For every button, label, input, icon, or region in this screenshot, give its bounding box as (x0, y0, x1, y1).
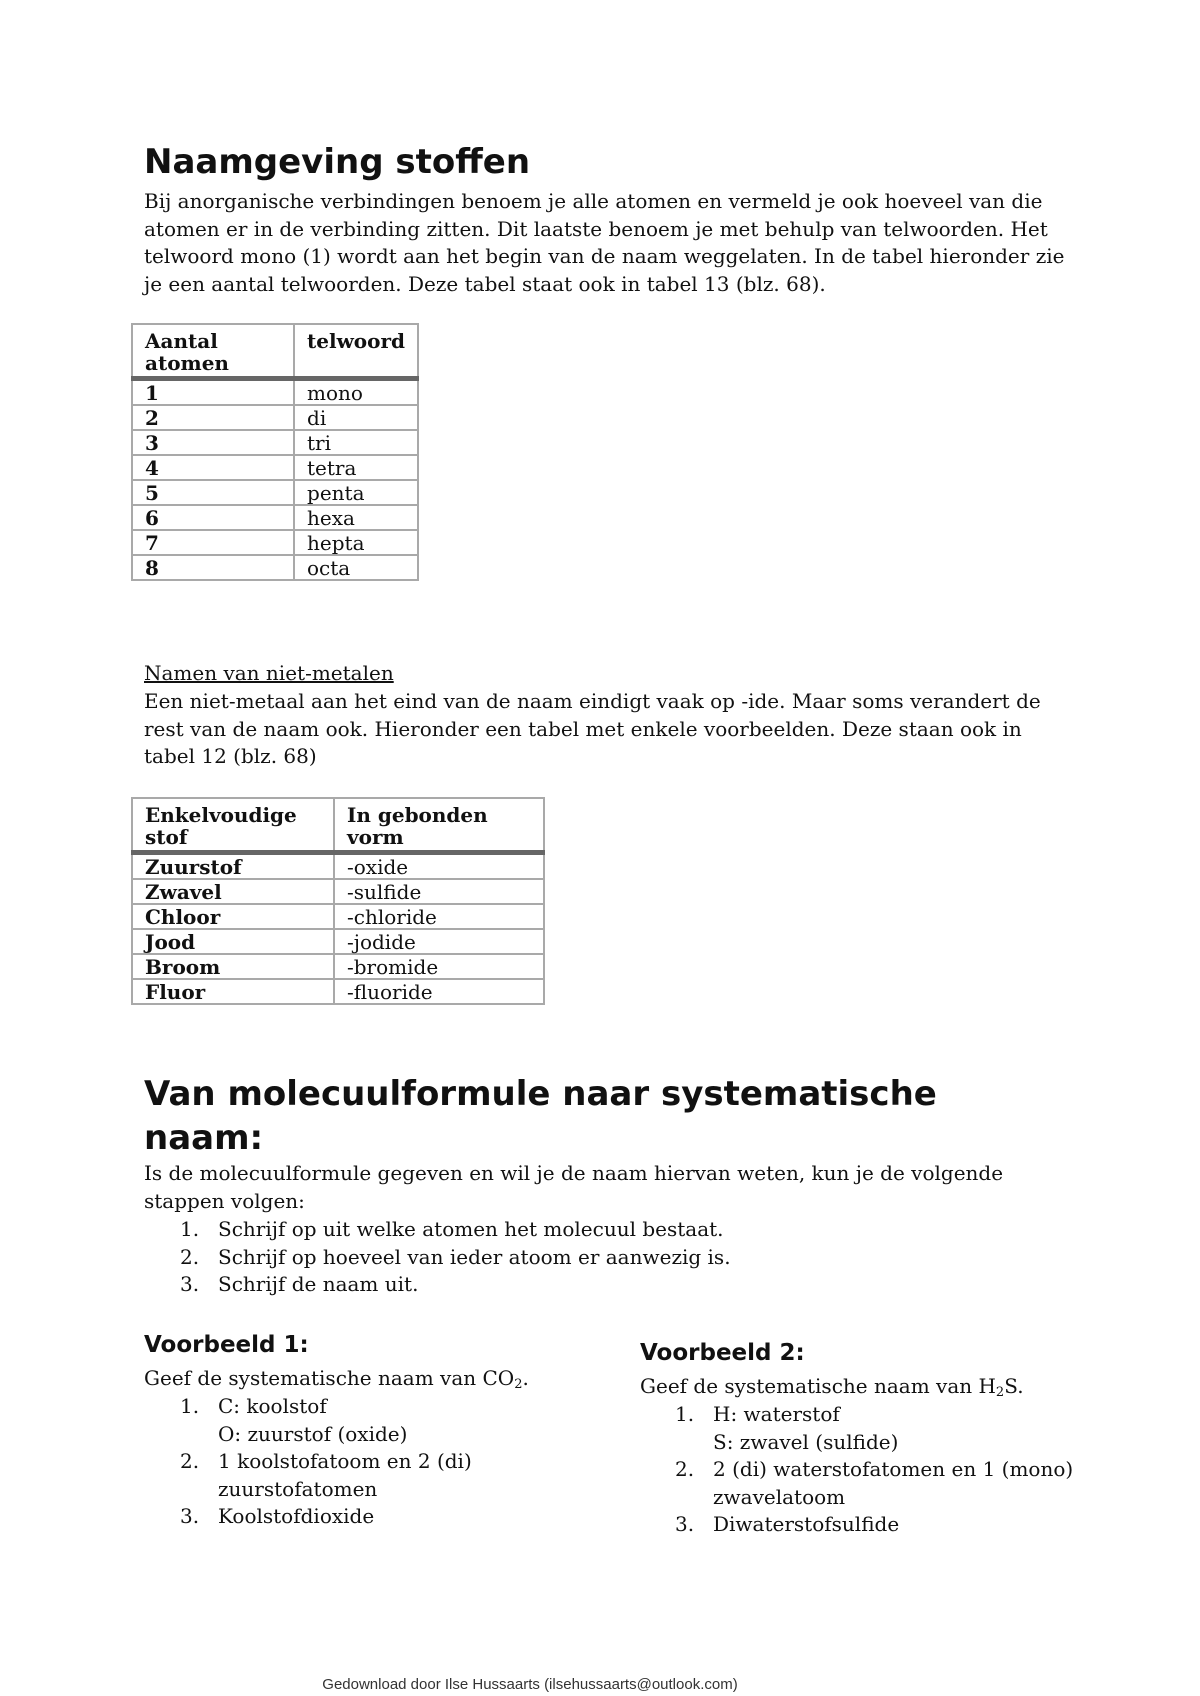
cell-word: penta (294, 480, 418, 505)
list-item: 3. Schrijf de naam uit. (180, 1272, 419, 1296)
cell-number: 5 (132, 480, 294, 505)
table-row (132, 480, 418, 505)
cell-suffix: -bromide (334, 954, 544, 979)
steps-list (180, 1216, 1060, 1299)
example-1-question: Geef de systematische naam van $CO_2$. (144, 1366, 529, 1392)
example-2-question: Geef de systematische naam van $H_2S$. (640, 1374, 1024, 1400)
table-row (132, 929, 544, 954)
example-2-title: Voorbeeld 2: (640, 1340, 805, 1366)
list-item: 3. Diwaterstofsulfide (675, 1512, 900, 1536)
cell-number: 8 (132, 555, 294, 580)
header-gebonden-vorm: In gebonden vorm (334, 798, 544, 853)
cell-word: tri (294, 430, 418, 455)
list-item: 1. C: koolstof O: zuurstof (oxide) (180, 1394, 408, 1446)
molecuulformule-intro: Is de molecuulformule gegeven en wil je de naam hiervan weten, kun je de volgende stappen volgen: (144, 1161, 1004, 1213)
table-row (132, 904, 544, 929)
cell-element: Zuurstof (132, 853, 334, 880)
table-row (132, 555, 418, 580)
heading-naamgeving: Naamgeving stoffen (144, 142, 531, 182)
cell-element: Chloor (132, 904, 334, 929)
header-aantal-atomen: Aantal atomen (132, 324, 294, 379)
intro-paragraph: Bij anorganische verbindingen benoem je alle atomen en vermeld je ook hoeveel van die atomen er in de verbinding zitten. Dit laatste benoem je met behulp van telwoorden. Het telwoord mono (1) wordt aan het begin van de naam weggelaten. In de tabel hieronder zie je een aantal telwoorden. Deze tabel staat ook in tabel 13 (blz. 68). (144, 189, 1065, 296)
cell-number: 6 (132, 505, 294, 530)
table-row (132, 853, 544, 880)
table-row (132, 430, 418, 455)
cell-word: octa (294, 555, 418, 580)
niet-metalen-table (131, 797, 545, 1005)
cell-element: Jood (132, 929, 334, 954)
cell-word: di (294, 405, 418, 430)
cell-number: 3 (132, 430, 294, 455)
niet-metalen-paragraph: Een niet-metaal aan het eind van de naam eindigt vaak op -ide. Maar soms verandert de rest van de naam ook. Hieronder een tabel met enkele voorbeelden. Deze staan ook in tabel 12 (blz. 68) (144, 689, 1041, 768)
cell-suffix: -fluoride (334, 979, 544, 1004)
list-item: 2. Schrijf op hoeveel van ieder atoom er aanwezig is. (180, 1244, 731, 1269)
example-1-steps (180, 1393, 510, 1531)
header-telwoord: telwoord (294, 324, 418, 379)
table-row (132, 954, 544, 979)
cell-number: 7 (132, 530, 294, 555)
heading-molecuulformule: Van molecuulformule naar systematische naam: (144, 1074, 937, 1158)
table-row (132, 455, 418, 480)
cell-word: tetra (294, 455, 418, 480)
example-2-steps (675, 1401, 1095, 1539)
cell-element: Broom (132, 954, 334, 979)
list-item: 2. 2 (di) waterstofatomen en 1 (mono) zwavelatoom (675, 1457, 1074, 1509)
cell-suffix: -sulfide (334, 879, 544, 904)
example-1-title: Voorbeeld 1: (144, 1332, 309, 1358)
telwoorden-table (131, 323, 419, 581)
table-row (132, 405, 418, 430)
list-item: 3. Koolstofdioxide (180, 1504, 375, 1528)
cell-number: 4 (132, 455, 294, 480)
cell-suffix: -jodide (334, 929, 544, 954)
cell-word: hexa (294, 505, 418, 530)
table-header-row (132, 324, 418, 379)
cell-number: 2 (132, 405, 294, 430)
cell-word: mono (294, 379, 418, 406)
subheading-niet-metalen: Namen van niet-metalen (144, 661, 394, 685)
cell-element: Fluor (132, 979, 334, 1004)
list-item: 1. H: waterstof S: zwavel (sulfide) (675, 1402, 899, 1454)
download-footer: Gedownload door Ilse Hussaarts (ilsehussaarts@outlook.com) (322, 1676, 738, 1693)
table-row (132, 505, 418, 530)
list-item: 2. 1 koolstofatoom en 2 (di) zuurstofatomen (180, 1449, 472, 1501)
cell-word: hepta (294, 530, 418, 555)
cell-suffix: -chloride (334, 904, 544, 929)
table-row (132, 379, 418, 406)
header-enkelvoudige-stof: Enkelvoudige stof (132, 798, 334, 853)
cell-suffix: -oxide (334, 853, 544, 880)
table-header-row (132, 798, 544, 853)
table-row (132, 979, 544, 1004)
list-item: 1. Schrijf op uit welke atomen het molecuul bestaat. (180, 1217, 724, 1241)
cell-element: Zwavel (132, 879, 334, 904)
cell-number: 1 (132, 379, 294, 406)
table-row (132, 879, 544, 904)
table-row (132, 530, 418, 555)
